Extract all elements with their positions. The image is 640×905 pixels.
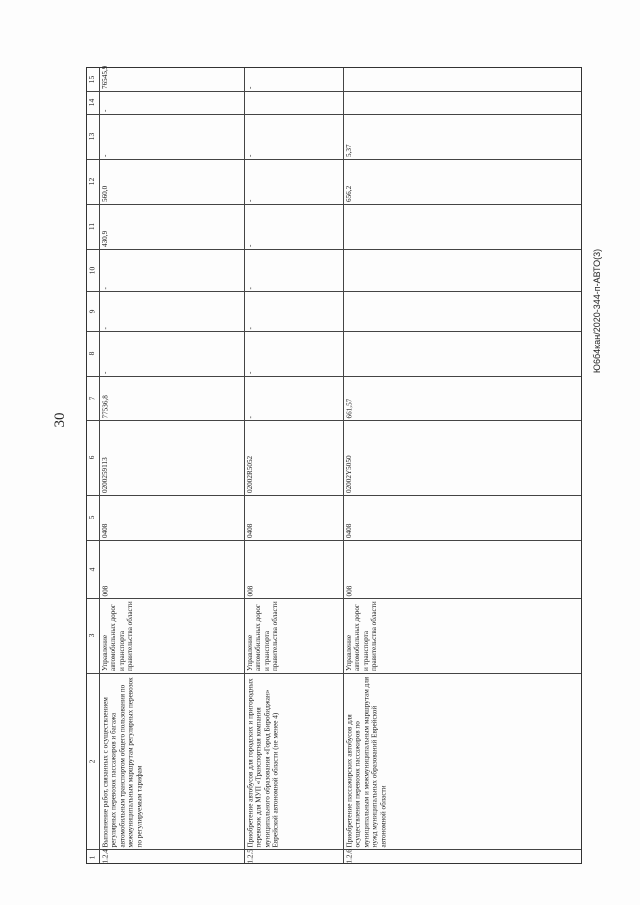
table-cell-c15 <box>100 65 245 91</box>
table-cell-name <box>245 673 344 849</box>
cell-text <box>345 293 582 329</box>
cell-text: 008 <box>345 585 353 596</box>
cell-text: 0408 <box>246 523 254 538</box>
cell-text: - <box>246 286 254 289</box>
cell-text: - <box>101 326 109 329</box>
table-cell-c14 <box>100 91 245 114</box>
column-header-2 <box>87 673 100 849</box>
cell-text: 008 <box>101 585 109 596</box>
column-header-label: 14 <box>87 98 96 107</box>
table-cell-c14 <box>245 91 344 114</box>
column-header-7 <box>87 376 100 420</box>
cell-text: 0408 <box>345 523 353 538</box>
cell-text: - <box>101 154 109 157</box>
table-cell-executor <box>245 598 344 673</box>
column-header-label: 7 <box>87 396 96 400</box>
cell-text: 560,0 <box>101 185 109 202</box>
cell-text: - <box>246 86 254 89</box>
cell-text: Управление автомобильных дорог и транспорта правительства области <box>246 601 280 671</box>
table-cell-c15 <box>245 68 344 91</box>
cell-text: 02002Y5050 <box>345 455 353 493</box>
column-header-label: 6 <box>87 455 96 460</box>
column-header-11 <box>87 204 100 249</box>
column-header-label: 12 <box>87 177 96 186</box>
table-cell-num <box>344 849 583 865</box>
cell-text: - <box>246 244 254 247</box>
table-cell-c12 <box>100 159 245 204</box>
table-cell-csr <box>245 420 344 495</box>
cell-text <box>345 70 582 89</box>
cell-text: 1.2.4 <box>101 848 109 863</box>
cell-text <box>345 206 582 247</box>
table-cell-executor <box>344 598 583 673</box>
column-header-label: 3 <box>87 633 96 638</box>
table-cell-executor <box>100 598 245 673</box>
column-header-8 <box>87 331 100 376</box>
cell-text: 02002R5052 <box>246 455 254 493</box>
table-cell-c10 <box>344 249 583 291</box>
table-cell-c10 <box>245 249 344 291</box>
document-code-text: Ю6б4кан/2020-344-п-АВТО(3) <box>592 248 602 374</box>
table-cell-c9 <box>100 291 245 331</box>
column-header-9 <box>87 291 100 331</box>
cell-text: 0408 <box>101 523 109 538</box>
table-cell-c8 <box>344 331 583 376</box>
cell-text: 661,57 <box>345 398 353 418</box>
cell-text: 008 <box>246 585 254 596</box>
column-header-10 <box>87 249 100 291</box>
cell-text: 430,9 <box>101 230 109 247</box>
table-cell-c11 <box>344 204 583 249</box>
cell-text: - <box>246 199 254 202</box>
column-header-4 <box>87 540 100 598</box>
table-cell-c13 <box>245 114 344 159</box>
column-header-label: 5 <box>87 515 96 520</box>
table-cell-num <box>100 849 245 865</box>
column-header-13 <box>87 114 100 159</box>
table-cell-c7 <box>100 376 245 420</box>
cell-text <box>345 251 582 289</box>
table-cell-grbs <box>344 540 583 598</box>
cell-text: - <box>246 326 254 329</box>
column-header-label: 9 <box>87 309 96 313</box>
cell-text: - <box>246 371 254 374</box>
table-cell-csr <box>100 420 245 495</box>
cell-text <box>246 93 343 112</box>
table-cell-c7 <box>245 376 344 420</box>
column-header-label: 1 <box>87 855 96 859</box>
cell-text: 1.2.6 <box>345 848 353 863</box>
cell-text: 0200259113 <box>101 457 109 493</box>
table-cell-rzpr <box>344 495 583 540</box>
table-cell-rzpr <box>100 495 245 540</box>
table-cell-c9 <box>245 291 344 331</box>
table-cell-c12 <box>344 159 583 204</box>
table-cell-c9 <box>344 291 583 331</box>
cell-text: Приобретение пассажирских автобусов для осуществления перевозок пассажиров по муниципальным и межмуниципальным маршрутам для нужд муниципальных образований Еврейской автономной области <box>345 676 387 847</box>
table-cell-c12 <box>245 159 344 204</box>
column-header-label: 15 <box>87 75 96 84</box>
page-number: 30 <box>52 412 68 428</box>
column-header-label: 4 <box>87 567 96 571</box>
cell-text: Выполнение работ, связанных с осуществлением регулярных перевозок пассажиров и багажа автомобильным транспортом общего пользования по межмуниципальным маршрутам регулярных перевозок по регулируемым тарифам <box>101 676 143 847</box>
table-cell-c15 <box>344 68 583 91</box>
column-header-label: 11 <box>87 222 96 231</box>
column-header-5 <box>87 495 100 540</box>
table-cell-c8 <box>100 331 245 376</box>
table-cell-rzpr <box>245 495 344 540</box>
table-cell-c13 <box>344 114 583 159</box>
document-code <box>588 70 608 560</box>
table-cell-grbs <box>245 540 344 598</box>
column-header-1 <box>87 849 100 865</box>
cell-text: Приобретение автобусов для городских и пригородных перевозок для МУП «Транспортная компания муниципального образования «Город Биробиджан» Еврейской автономной области (не менее 4) <box>246 677 280 847</box>
table-cell-c11 <box>245 204 344 249</box>
table-cell-c13 <box>100 114 245 159</box>
table-cell-c14 <box>344 91 583 114</box>
cell-text <box>345 93 582 112</box>
column-header-6 <box>87 420 100 495</box>
column-header-15 <box>87 68 100 91</box>
table-cell-csr <box>344 420 583 495</box>
column-header-label: 2 <box>87 759 96 763</box>
table-cell-c11 <box>100 204 245 249</box>
cell-text: 656,2 <box>345 185 353 202</box>
column-header-label: 8 <box>87 351 96 356</box>
column-header-3 <box>87 598 100 673</box>
table-cell-num <box>245 849 344 865</box>
column-header-14 <box>87 91 100 114</box>
table-cell-c8 <box>245 331 344 376</box>
cell-text: - <box>246 154 254 157</box>
cell-text: - <box>101 286 109 289</box>
cell-text: - <box>246 415 254 418</box>
cell-text: 5,37 <box>345 144 353 157</box>
cell-text: 77536,8 <box>101 394 109 418</box>
table-cell-grbs <box>100 540 245 598</box>
budget-table <box>86 67 582 864</box>
table-cell-c10 <box>100 249 245 291</box>
cell-text: Управление автомобильных дорог и транспорта правительства области <box>101 601 135 671</box>
cell-text: Управление автомобильных дорог и транспорта правительства области <box>345 601 379 671</box>
cell-text <box>345 333 582 374</box>
table-cell-name <box>344 673 583 849</box>
table-cell-c7 <box>344 376 583 420</box>
cell-text: - <box>101 109 109 112</box>
column-header-12 <box>87 159 100 204</box>
cell-text: - <box>101 371 109 374</box>
table-cell-name <box>100 673 245 849</box>
column-header-label: 10 <box>87 266 96 274</box>
cell-text: 1.2.5 <box>246 848 254 863</box>
column-header-label: 13 <box>87 132 96 141</box>
cell-text: 76545,9 <box>101 65 109 89</box>
